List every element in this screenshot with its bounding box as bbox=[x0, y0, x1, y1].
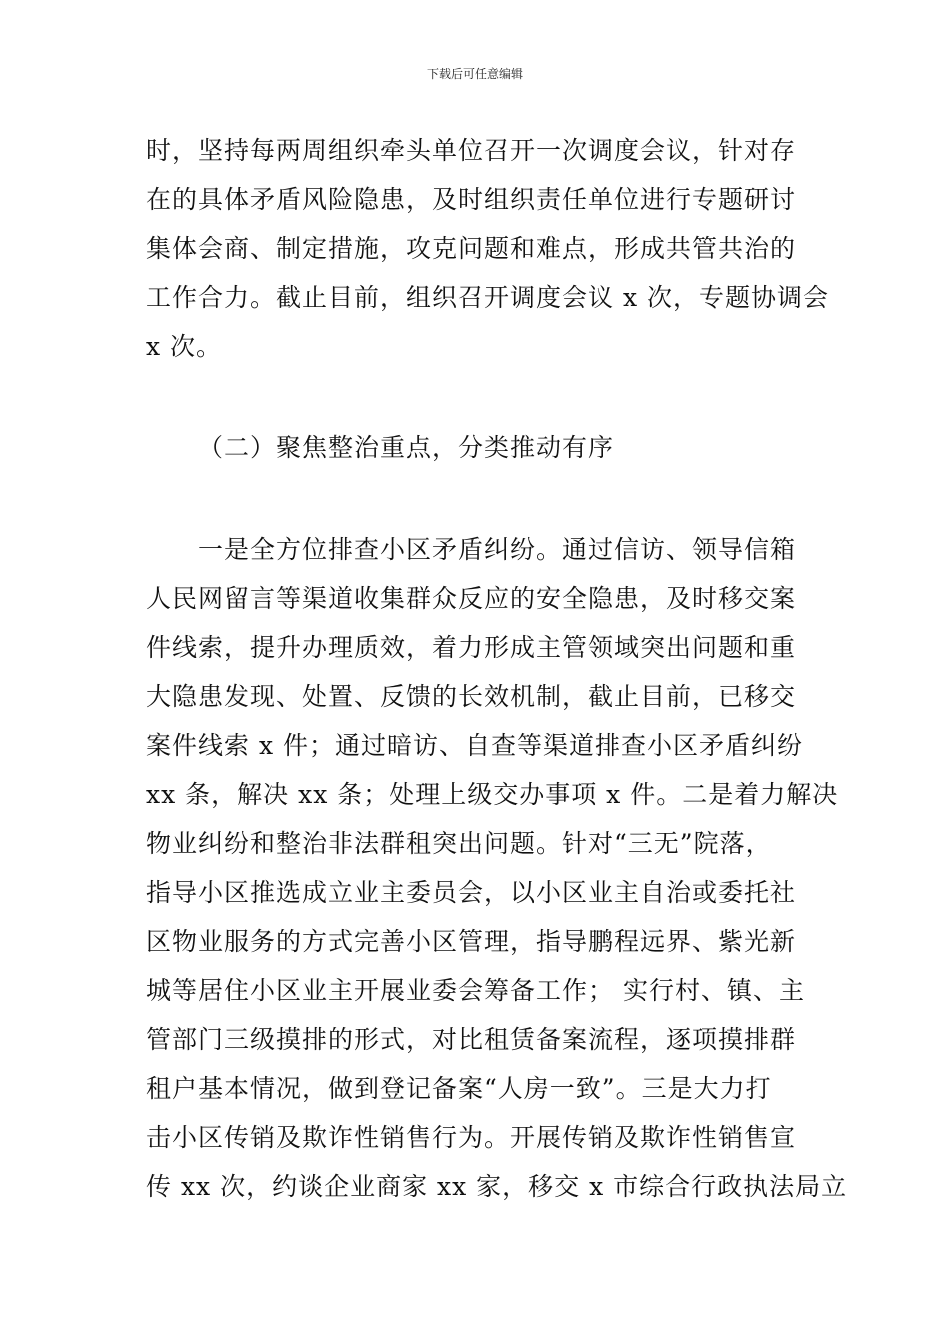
paragraph-line: 物业纠纷和整治非法群租突出问题。针对“三无”院落， bbox=[146, 829, 772, 858]
section-subheading: （二）聚焦整治重点，分类推动有序 bbox=[198, 433, 615, 462]
paragraph-line: 时，坚持每两周组织牵头单位召开一次调度会议，针对存 bbox=[146, 136, 797, 165]
paragraph-line: 案件线索 x 件；通过暗访、自查等渠道排查小区矛盾纠纷 bbox=[146, 731, 803, 760]
paragraph-line: 城等居住小区业主开展业委会筹备工作； 实行村、镇、主 bbox=[146, 976, 805, 1005]
paragraph-line: x 次。 bbox=[146, 332, 223, 361]
paragraph-line: 区物业服务的方式完善小区管理，指导鹏程远界、紫光新 bbox=[146, 927, 797, 956]
page-header: 下载后可任意编辑 bbox=[426, 67, 523, 81]
paragraph-line: xx 条，解决 xx 条；处理上级交办事项 x 件。二是着力解决 bbox=[146, 780, 839, 809]
paragraph-line: 租户基本情况，做到登记备案“人房一致”。三是大力打 bbox=[146, 1074, 772, 1103]
paragraph-body bbox=[146, 525, 848, 1211]
paragraph-line: 传 xx 次，约谈企业商家 xx 家，移交 x 市综合行政执法局立 bbox=[146, 1172, 848, 1201]
paragraph-line: 指导小区推选成立业主委员会，以小区业主自治或委托社 bbox=[146, 878, 797, 907]
paragraph-line: 管部门三级摸排的形式，对比租赁备案流程，逐项摸排群 bbox=[146, 1025, 797, 1054]
paragraph-line: 大隐患发现、处置、反馈的长效机制，截止目前，已移交 bbox=[146, 682, 797, 711]
paragraph-line: 件线索，提升办理质效，着力形成主管领域突出问题和重 bbox=[146, 633, 797, 662]
paragraph-line: 工作合力。截止目前，组织召开调度会议 x 次，专题协调会 bbox=[146, 283, 829, 312]
paragraph-line: 人民网留言等渠道收集群众反应的安全隐患，及时移交案 bbox=[146, 584, 797, 613]
paragraph-line: 一是全方位排查小区矛盾纠纷。通过信访、领导信箱 bbox=[198, 535, 797, 564]
paragraph-line: 击小区传销及欺诈性销售行为。开展传销及欺诈性销售宣 bbox=[146, 1123, 797, 1152]
paragraph-continuation bbox=[146, 126, 829, 371]
paragraph-line: 在的具体矛盾风险隐患，及时组织责任单位进行专题研讨 bbox=[146, 185, 797, 214]
paragraph-line: 集体会商、制定措施，攻克问题和难点，形成共管共治的 bbox=[146, 234, 797, 263]
